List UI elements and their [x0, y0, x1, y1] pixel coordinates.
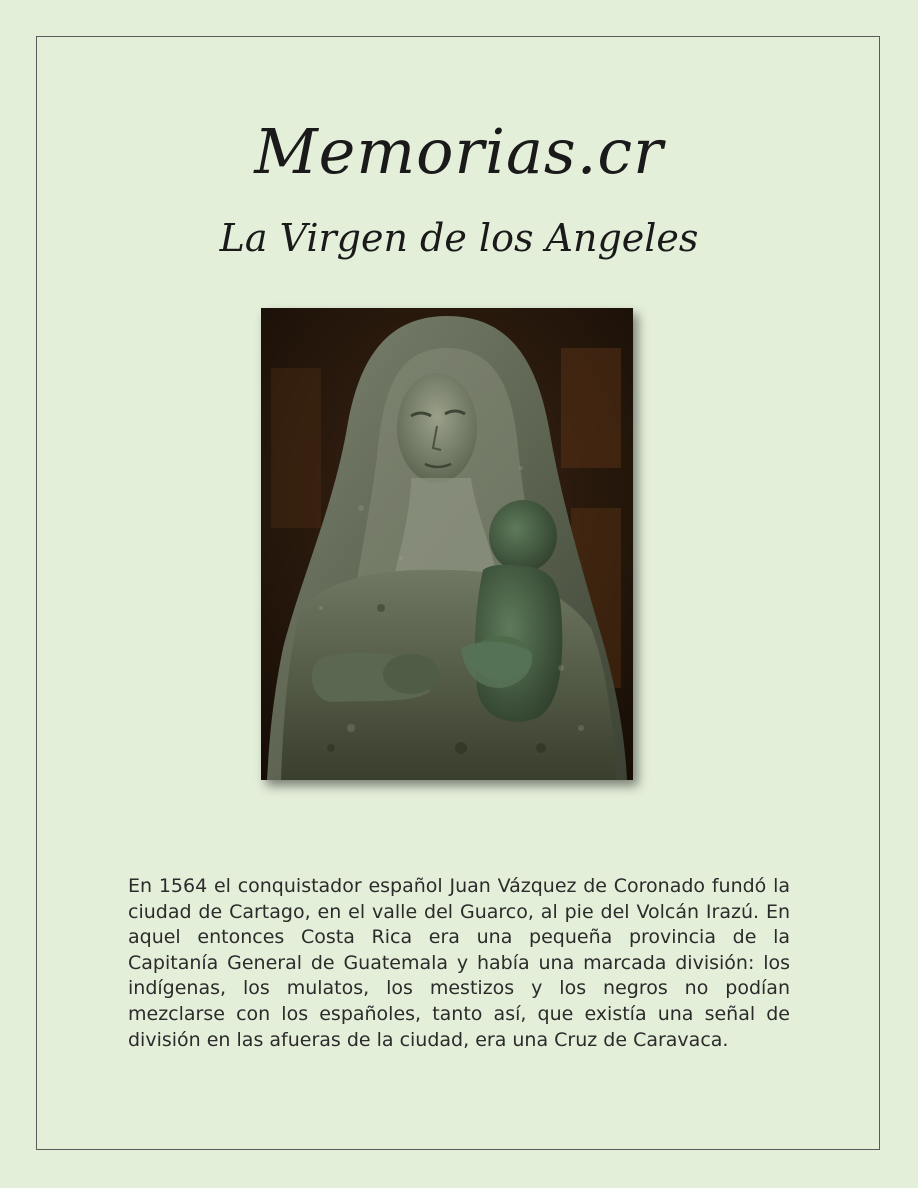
virgin-statue-photo	[261, 308, 633, 780]
page-subtitle: La Virgen de los Angeles	[219, 216, 699, 260]
page-title: Memorias.cr	[254, 115, 664, 188]
article-paragraph: En 1564 el conquistador español Juan Vázquez de Coronado fundó la ciudad de Cartago, en el valle del Guarco, al pie del Volcán Irazú. En aquel entonces Costa Rica era una pequeña provincia de la Capitanía General de Guatemala y había una marcada división: los indígenas, los mulatos, los mestizos y los negros no podían mezclarse con los españoles, tanto así, que existía una señal de división en las afueras de la ciudad, era una Cruz de Caravaca.	[128, 875, 790, 1051]
statue-illustration	[261, 308, 633, 780]
